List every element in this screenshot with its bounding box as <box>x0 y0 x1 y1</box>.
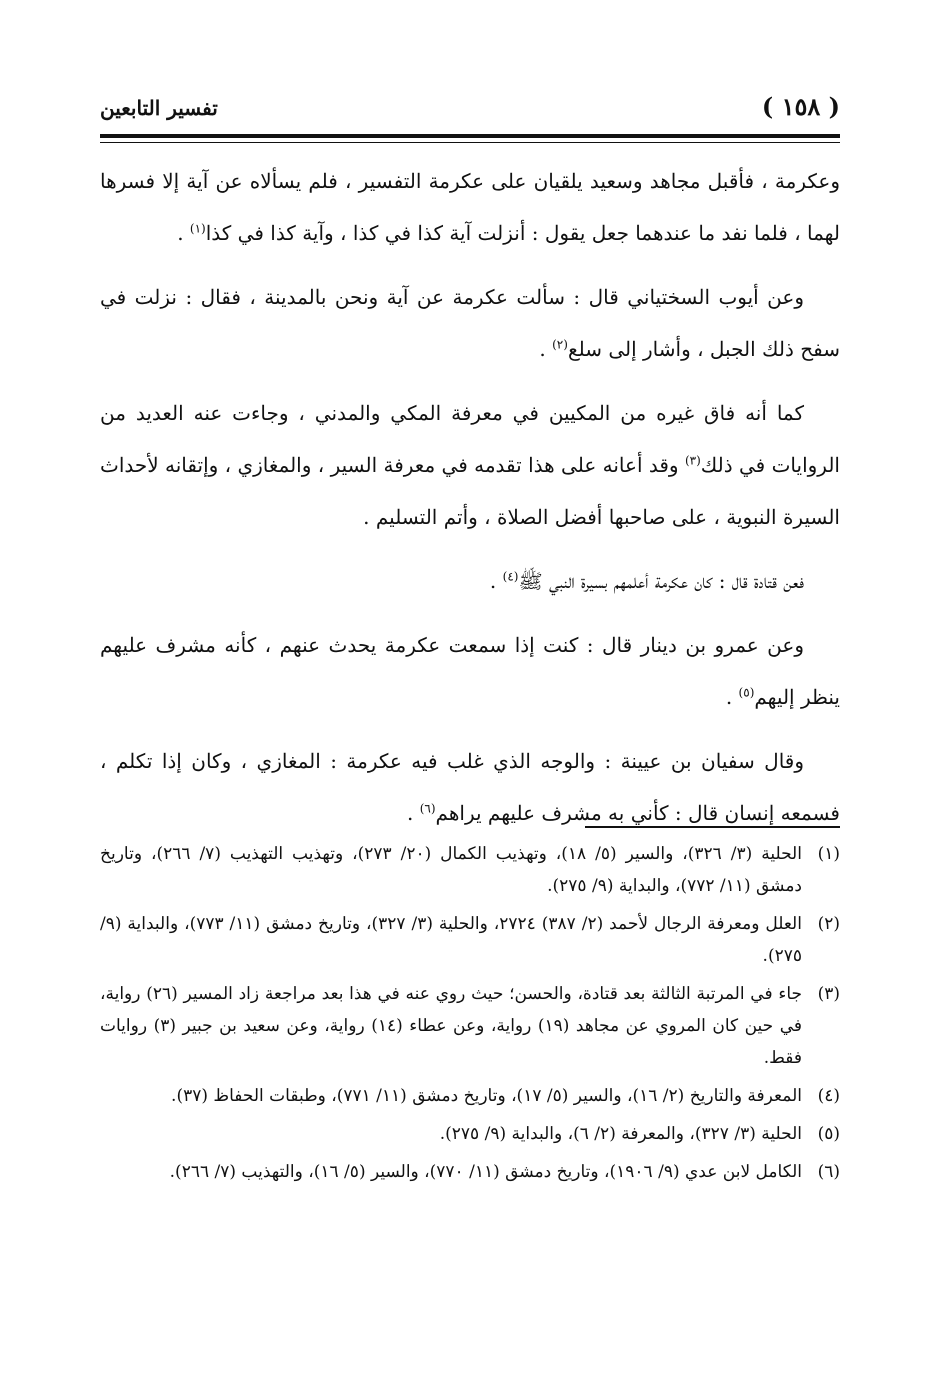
footnote-number: (٦) <box>817 1162 840 1182</box>
footnote-3 <box>100 978 840 1074</box>
footnote-text: المعرفة والتاريخ (٢/ ١٦)، والسير (٥/ ١٧)، وتاريخ دمشق (١١/ ٧٧١)، وطبقات الحفاظ (٣٧). <box>171 1086 802 1106</box>
footnote-2 <box>100 908 840 972</box>
footnote-ref-3[interactable]: (٣) <box>684 453 701 468</box>
footnote-number: (١) <box>817 844 840 864</box>
footnote-number: (٥) <box>817 1124 840 1144</box>
paragraph-2: وعن أيوب السختياني قال : سألت عكرمة عن آية ونحن بالمدينة ، فقال : نزلت في سفح ذلك الجبل ، وأشار إلى سلع$^{(٢)}$ . <box>100 285 840 361</box>
footnote-ref-5[interactable]: (٥) <box>738 685 755 700</box>
page-header <box>100 92 840 132</box>
running-title: تفسير التابعين <box>100 96 218 120</box>
footnote-ref-2[interactable]: (٢) <box>552 337 568 352</box>
footnote-4 <box>100 1080 840 1112</box>
footnote-text: جاء في المرتبة الثالثة بعد قتادة، والحسن؛ حيث روي عنه في هذا بعد مراجعة زاد المسير (٢٦) رواية، في حين كان المروي عن مجاهد (١٩) رواية، وعن عطاء (١٤) رواية، وعن سعيد بن جبير (٣) روايات فقط. <box>100 984 803 1068</box>
footnote-text: الحلية (٣/ ٣٢٧)، والمعرفة (٢/ ٦)، والبداية (٩/ ٢٧٥). <box>439 1124 802 1144</box>
footnotes <box>100 838 840 1194</box>
footnote-text: العلل ومعرفة الرجال لأحمد (٢/ ٣٨٧) ٢٧٢٤، والحلية (٣/ ٣٢٧)، وتاريخ دمشق (١١/ ٧٧٣)، والبداية (٩/ ٢٧٥). <box>100 914 802 966</box>
footnote-number: (٣) <box>817 984 840 1004</box>
footnote-number: (٤) <box>817 1086 840 1106</box>
footnote-ref-1[interactable]: (١) <box>189 221 206 236</box>
footnote-1 <box>100 838 840 902</box>
footnote-separator <box>585 826 840 828</box>
footnote-ref-6[interactable]: (٦) <box>419 801 436 816</box>
page-number: ( ١٥٨ ) <box>761 92 840 121</box>
main-text <box>100 155 840 851</box>
footnote-text: الحلية (٣/ ٣٢٦)، والسير (٥/ ١٨)، وتهذيب الكمال (٢٠/ ٢٧٣)، وتهذيب التهذيب (٧/ ٢٦٦)، وتاريخ دمشق (١١/ ٧٧٢)، والبداية (٩/ ٢٧٥). <box>100 844 802 896</box>
paragraph-5: وعن عمرو بن دينار قال : كنت إذا سمعت عكرمة يحدث عنهم ، كأنه مشرف عليهم ينظر إليهم$^{(٥)}$ . <box>100 633 840 709</box>
paragraph-6: وقال سفيان بن عيينة : والوجه الذي غلب فيه عكرمة : المغازي ، وكان إذا تكلم ، فسمعه إنسان قال : كأني به مشرف عليهم يراهم$^{(٦)}$ . <box>100 749 840 825</box>
paragraph-4: فعن قتادة قال : كان عكرمة أعلمهم بسيرة النبي ﷺ$^{(٤)}$ . <box>489 569 804 593</box>
footnote-6 <box>100 1156 840 1188</box>
paragraph-1: وعكرمة ، فأقبل مجاهد وسعيد يلقيان على عكرمة التفسير ، فلم يسألاه عن آية إلا فسرها لهما ، فلما نفد ما عندهما جعل يقول : أنزلت آية كذا في كذا ، وآية كذا في كذا$^{(١)}$ . <box>100 169 840 245</box>
footnote-5 <box>100 1118 840 1150</box>
footnote-number: (٢) <box>817 914 840 934</box>
paragraph-3: كما أنه فاق غيره من المكيين في معرفة المكي والمدني ، وجاءت عنه العديد من الروايات في ذلك$^{(٣)}$ وقد أعانه على هذا تقدمه في معرفة السير ، والمغازي ، وإتقانه لأحداث السيرة النبوية ، على صاحبها أفضل الصلاة ، وأتم التسليم . <box>100 401 840 529</box>
footnote-ref-4[interactable]: (٤) <box>502 569 519 584</box>
header-rule-thick <box>100 134 840 138</box>
header-rule-thin <box>100 142 840 143</box>
footnote-text: الكامل لابن عدي (٩/ ١٩٠٦)، وتاريخ دمشق (١١/ ٧٧٠)، والسير (٥/ ١٦)، والتهذيب (٧/ ٢٦٦). <box>169 1162 802 1182</box>
